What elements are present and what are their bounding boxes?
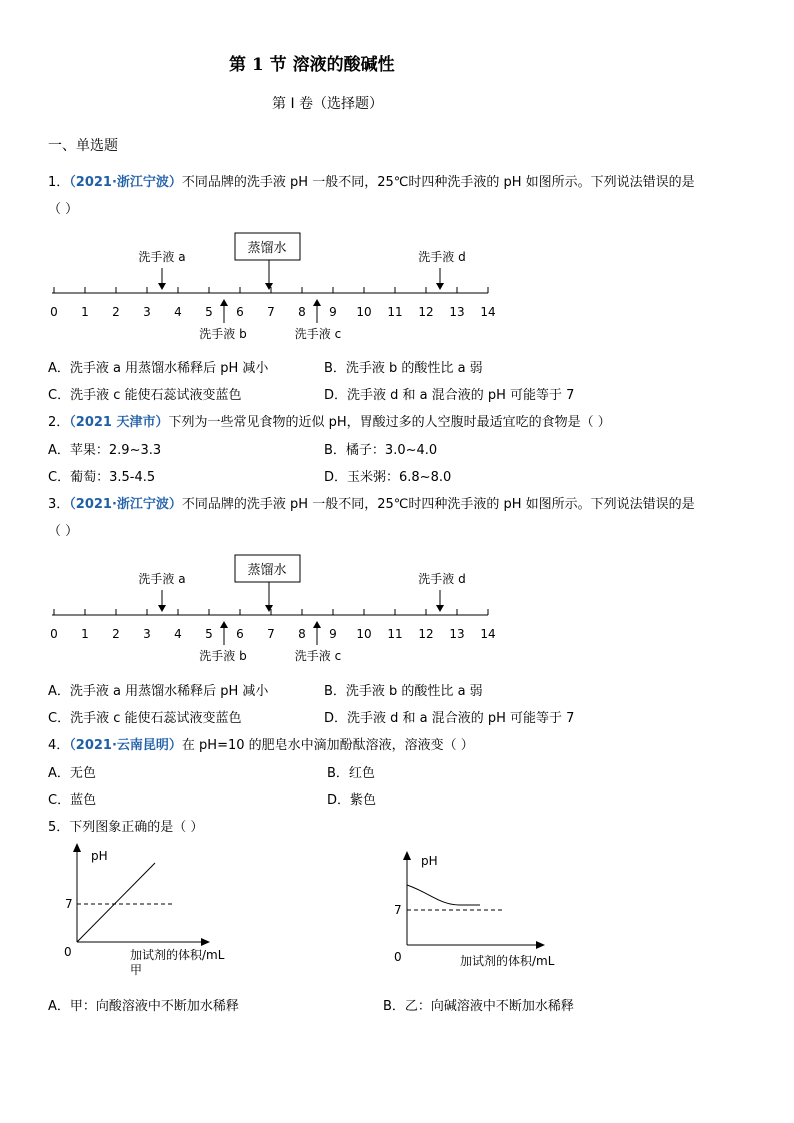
ph-tick-label: 11: [387, 305, 403, 319]
question-2-text: [48, 411, 611, 430]
q2-option-c: C．葡萄：3.5-4.5: [48, 470, 156, 485]
ph-ticks: [50, 287, 495, 319]
ph-tick-label: 12: [418, 627, 434, 641]
x-axis-label: 加试剂的体积/mL: [130, 948, 225, 962]
ph-tick-label: 10: [356, 627, 372, 641]
y-axis-label: pH: [421, 854, 438, 868]
label-c: 洗手液 c: [294, 649, 342, 663]
ph-scale-figure-1: [40, 228, 510, 348]
ph-tick-label: 14: [480, 627, 496, 641]
ph-tick-label: 11: [387, 627, 403, 641]
ph-curve: [77, 863, 155, 942]
label-a: 洗手液 a: [138, 250, 186, 264]
ph-tick-label: 5: [205, 627, 213, 641]
q1-option-c: C．洗手液 c 能使石蕊试液变蓝色: [48, 388, 242, 403]
q3-option-c: C．洗手液 c 能使石蕊试液变蓝色: [48, 711, 242, 726]
label-c: 洗手液 c: [294, 327, 342, 341]
q4-option-a: A．无色: [48, 766, 96, 781]
ph-tick-label: 13: [449, 627, 465, 641]
label-d: 洗手液 d: [418, 250, 466, 264]
question-number: 4．: [48, 738, 70, 753]
graph-caption: 甲: [130, 963, 143, 977]
q3-option-a: A．洗手液 a 用蒸馏水稀释后 pH 减小: [48, 684, 269, 699]
question-body: 不同品牌的洗手液 pH 一般不同，25℃时四种洗手液的 pH 如图所示。下列说法错误的是: [181, 497, 695, 512]
ph-tick-label: 0: [50, 627, 58, 641]
ph-tick-label: 4: [174, 305, 182, 319]
ph-tick-label: 2: [112, 627, 120, 641]
section-heading: 一、单选题: [48, 138, 118, 154]
label-d: 洗手液 d: [418, 572, 466, 586]
q1-option-a: A．洗手液 a 用蒸馏水稀释后 pH 减小: [48, 361, 269, 376]
origin-label: 0: [394, 950, 402, 964]
question-body: 下列为一些常见食物的近似 pH，胃酸过多的人空腹时最适宜吃的食物是（ ）: [168, 415, 611, 430]
answer-paren: （ ）: [48, 524, 79, 539]
ph-tick-label: 12: [418, 305, 434, 319]
q5-option-a: A．甲：向酸溶液中不断加水稀释: [48, 999, 239, 1014]
ph-tick-label: 6: [236, 627, 244, 641]
q2-option-b: B．橘子：3.0~4.0: [324, 443, 438, 458]
label-b: 洗手液 b: [199, 327, 247, 341]
box-label: 蒸馏水: [247, 241, 287, 256]
ph-scale-figure-2: [40, 550, 510, 670]
seven-label: 7: [65, 897, 73, 911]
ph-tick-label: 1: [81, 627, 89, 641]
question-4-text: [48, 734, 474, 753]
label-a: 洗手液 a: [138, 572, 186, 586]
ph-tick-label: 8: [298, 305, 306, 319]
ph-tick-label: 3: [143, 305, 151, 319]
question-body: 在 pH=10 的肥皂水中滴加酚酞溶液，溶液变（ ）: [181, 738, 474, 753]
question-5-text: 5．下列图象正确的是（ ）: [48, 820, 204, 835]
ph-tick-label: 9: [329, 305, 337, 319]
ph-tick-label: 13: [449, 305, 465, 319]
question-source: （2021 天津市）: [69, 415, 169, 430]
ph-tick-label: 1: [81, 305, 89, 319]
box-label: 蒸馏水: [247, 563, 287, 578]
seven-label: 7: [394, 903, 402, 917]
ph-ticks: [50, 609, 495, 641]
question-body: 不同品牌的洗手液 pH 一般不同，25℃时四种洗手液的 pH 如图所示。下列说法错误的是: [181, 175, 695, 190]
q1-option-b: B．洗手液 b 的酸性比 a 弱: [324, 361, 483, 376]
ph-tick-label: 8: [298, 627, 306, 641]
q2-option-a: A．苹果：2.9~3.3: [48, 443, 162, 458]
question-1-text: [48, 171, 695, 190]
question-number: 3．: [48, 497, 70, 512]
ph-tick-label: 2: [112, 305, 120, 319]
origin-label: 0: [64, 945, 72, 959]
page-title: 第 1 节 溶液的酸碱性: [229, 55, 395, 75]
ph-tick-label: 4: [174, 627, 182, 641]
question-3-text: [48, 493, 695, 512]
ph-tick-label: 3: [143, 627, 151, 641]
graph-yi: [385, 848, 585, 973]
question-number: 1．: [48, 175, 70, 190]
ph-tick-label: 10: [356, 305, 372, 319]
ph-curve: [407, 885, 480, 905]
ph-tick-label: 5: [205, 305, 213, 319]
ph-tick-label: 0: [50, 305, 58, 319]
question-source: （2021·云南昆明）: [69, 738, 182, 753]
q3-option-d: D．洗手液 d 和 a 混合液的 pH 可能等于 7: [324, 711, 575, 726]
ph-tick-label: 9: [329, 627, 337, 641]
answer-paren: （ ）: [48, 202, 79, 217]
x-axis-label: 加试剂的体积/mL: [460, 954, 555, 968]
q4-option-c: C．蓝色: [48, 793, 97, 808]
graph-jia: [55, 840, 265, 980]
question-source: （2021·浙江宁波）: [69, 497, 182, 512]
ph-tick-label: 14: [480, 305, 496, 319]
question-number: 2．: [48, 415, 70, 430]
ph-tick-label: 7: [267, 305, 275, 319]
ph-tick-label: 7: [267, 627, 275, 641]
q4-option-b: B．红色: [327, 766, 375, 781]
q2-option-d: D．玉米粥：6.8~8.0: [324, 470, 452, 485]
ph-tick-label: 6: [236, 305, 244, 319]
q1-option-d: D．洗手液 d 和 a 混合液的 pH 可能等于 7: [324, 388, 575, 403]
y-axis-label: pH: [91, 849, 108, 863]
label-b: 洗手液 b: [199, 649, 247, 663]
q3-option-b: B．洗手液 b 的酸性比 a 弱: [324, 684, 483, 699]
q4-option-d: D．紫色: [327, 793, 377, 808]
q5-option-b: B．乙：向碱溶液中不断加水稀释: [383, 999, 574, 1014]
volume-subtitle: 第 I 卷（选择题）: [272, 96, 384, 112]
question-source: （2021·浙江宁波）: [69, 175, 182, 190]
